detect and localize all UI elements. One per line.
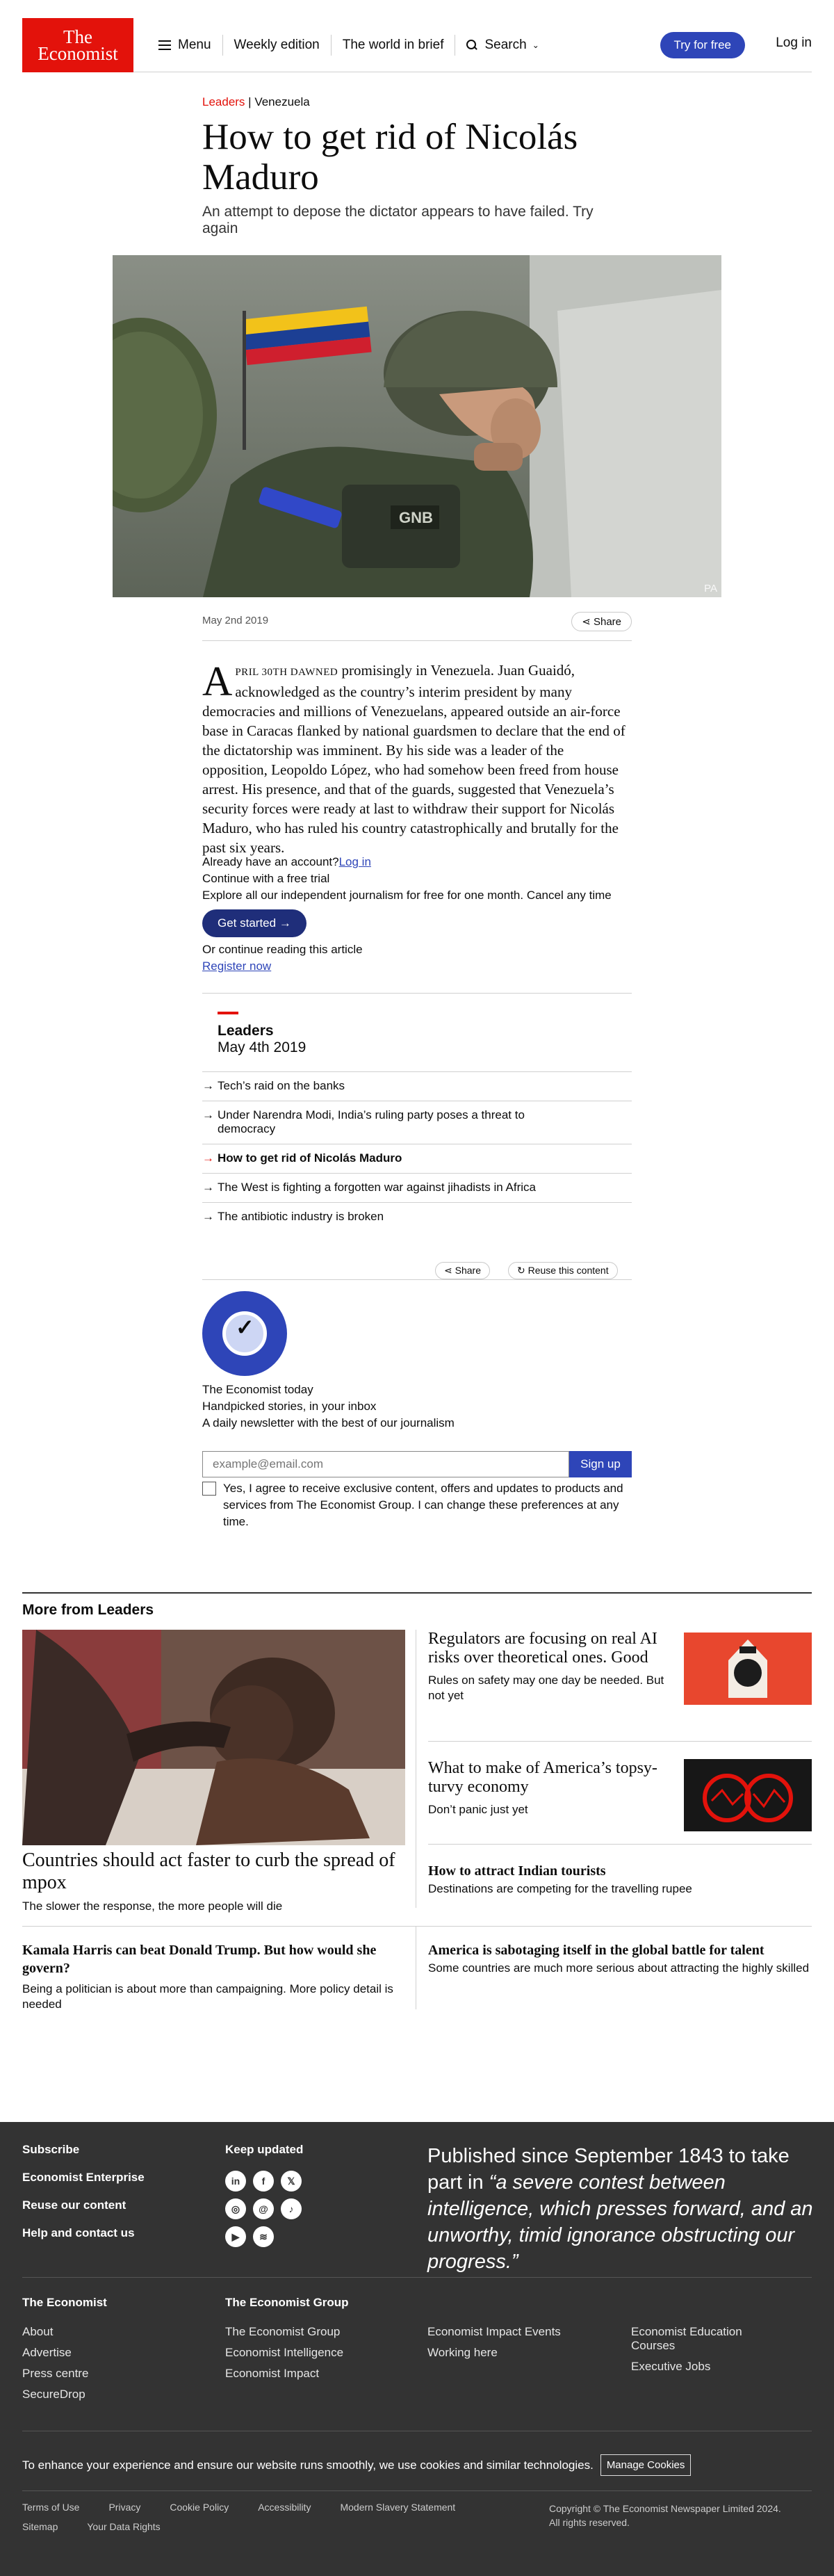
share-button[interactable] [571,612,632,631]
try-for-free-button[interactable]: Try for free [660,32,746,58]
rss-icon[interactable]: ≋ [253,2226,274,2247]
arrow-right-icon: → [202,1151,214,1165]
newsletter-tagline: Handpicked stories, in your inbox [202,1400,377,1413]
quote-text: “a severe contest between intelligence, which presses forward, and an unworthy, timid ignorance obstructing our progress.” [427,2171,813,2273]
edition-item[interactable] [202,1101,632,1144]
newsletter-description: A daily newsletter with the best of our journalism [202,1416,455,1429]
bottom-story-title[interactable]: Kamala Harris can beat Donald Trump. But how would she govern? [22,1943,377,1976]
group-links-3 [631,2325,770,2381]
search-button[interactable] [455,35,550,56]
economist-intelligence-link[interactable]: Economist Intelligence [225,2346,344,2359]
press-centre-link[interactable]: Press centre [22,2367,89,2380]
site-footer [0,2122,834,2576]
about-link[interactable]: About [22,2325,54,2338]
newsletter-form [202,1451,632,1477]
hero-image [113,255,721,597]
search-label: Search [484,38,527,52]
economist-group-link[interactable]: The Economist Group [225,2325,341,2338]
privacy-link[interactable]: Privacy [108,2502,141,2513]
edition-item-title: Tech’s raid on the banks [218,1079,345,1092]
securedrop-link[interactable]: SecureDrop [22,2388,85,2401]
nav-weekly-edition[interactable]: Weekly edition [223,35,332,56]
linkedin-icon[interactable]: in [225,2171,246,2192]
newsletter-name: The Economist today [202,1383,313,1396]
share-button-bottom[interactable] [435,1262,490,1279]
cookie-text: To enhance your experience and ensure our website runs smoothly, we use cookies and similar technologies. [22,2458,594,2472]
arrow-right-icon: → [279,916,291,930]
edition-item[interactable] [202,1173,632,1202]
arrow-right-icon: → [202,1181,214,1194]
divider [428,1741,812,1742]
footer-enterprise-link[interactable]: Economist Enterprise [22,2171,145,2184]
more-heading: More from Leaders [22,1602,154,1618]
headline: How to get rid of Nicolás Maduro [202,117,578,197]
youtube-icon[interactable]: ▶ [225,2226,246,2247]
accessibility-link[interactable]: Accessibility [258,2502,311,2513]
impact-events-link[interactable]: Economist Impact Events [427,2325,561,2338]
x-icon[interactable]: 𝕏 [281,2171,302,2192]
cookie-policy-link[interactable]: Cookie Policy [170,2502,229,2513]
side-story-title[interactable]: What to make of America’s topsy-turvy economy [428,1759,657,1796]
bottom-story-subtitle: Some countries are much more serious about attracting the highly skilled [428,1961,810,1975]
binoculars-illustration [684,1759,812,1831]
threads-icon[interactable]: @ [253,2198,274,2219]
side-story-subtitle: Rules on safety may one day be needed. But not yet [428,1674,664,1702]
main-nav [147,18,550,72]
group-links [225,2296,349,2388]
article-body [202,658,632,857]
edition-item-title: The West is fighting a forgotten war against jihadists in Africa [218,1181,536,1194]
chevron-down-icon: ⌄ [532,40,539,50]
dropcap: A [202,658,233,704]
get-started-label: Get started [218,916,277,930]
economist-impact-link[interactable]: Economist Impact [225,2367,320,2380]
paywall-login-link[interactable]: Log in [338,855,371,868]
side-story-title[interactable]: How to attract Indian tourists [428,1863,606,1879]
executive-jobs-link[interactable]: Executive Jobs [631,2360,711,2373]
footer-reuse-link[interactable]: Reuse our content [22,2198,126,2212]
email-input[interactable] [202,1451,569,1477]
edition-item[interactable] [202,1202,632,1231]
social-row [225,2171,303,2192]
reuse-icon: ↻ [517,1265,528,1276]
soldier-photo [113,255,721,597]
quote-lead: Published since September 1843 to take part in [427,2145,790,2194]
newsletter-signup [202,1291,632,1530]
ai-thumbnail[interactable] [684,1633,812,1705]
share-label: Share [593,616,621,628]
founding-quote [427,2143,817,2275]
edition-date: May 4th 2019 [218,1039,306,1055]
cookie-notice [22,2454,691,2476]
social-row [225,2226,303,2247]
edition-item-title: How to get rid of Nicolás Maduro [218,1151,402,1165]
share-icon: ⋖ [444,1265,455,1276]
tiktok-icon[interactable]: ♪ [281,2198,302,2219]
paywall [202,854,632,975]
side-story-title[interactable]: Regulators are focusing on real AI risks over theoretical ones. Good [428,1630,657,1667]
ai-illustration [684,1633,812,1705]
bottom-story [428,1941,812,1976]
reuse-label: Reuse this content [528,1265,609,1276]
trial-description: Explore all our independent journalism for free for one month. Cancel any time [202,889,612,902]
login-link[interactable]: Log in [776,35,812,50]
consent-text: Yes, I agree to receive exclusive content, offers and updates to products and services from The Economist Group. I can change these preferences at any time. [223,1482,623,1528]
keep-updated-heading: Keep updated [225,2143,304,2156]
advertise-link[interactable]: Advertise [22,2346,72,2359]
svg-text:GNB: GNB [399,509,433,526]
footer-divider [22,2277,812,2278]
bottom-story [22,1941,405,2012]
consent-checkbox[interactable] [202,1482,216,1496]
edition-item-title: The antibiotic industry is broken [218,1210,384,1223]
economist-logo[interactable] [22,18,133,72]
edition-box [202,993,632,1231]
economy-thumbnail[interactable] [684,1759,812,1831]
subsection-link[interactable]: Venezuela [254,95,310,108]
social-row [225,2198,303,2219]
working-here-link[interactable]: Working here [427,2346,498,2359]
arrow-right-icon: → [202,1079,214,1092]
edition-item[interactable] [202,1071,632,1101]
smallcaps-lead: PRIL 30TH DAWNED [235,667,338,678]
body-paragraph: promisingly in Venezuela. Juan Guaidó, acknowledged as the country’s interim president by many democracies and millions of Venezuelans, appeared outside an air-force base in Caracas flanked by national guardsmen to declare that the end of the dictatorship was imminent. By his side was a leader of the opposition, Leopoldo López, who had somehow been freed from house arrest. His presence, and that of the guards, suggested that Venezuela’s security forces were ready at last to withdraw their support for Nicolás Maduro, who has ruled his country catastrophically and brutally for the past six years. [202,662,626,856]
arrow-right-icon: → [202,1210,214,1223]
logo-text: The Economist [38,26,118,64]
terms-link[interactable]: Terms of Use [22,2502,80,2513]
more-from-leaders [22,1592,812,2011]
side-story [428,1862,812,1897]
reuse-content-button[interactable] [508,1262,618,1279]
edition-title: Leaders [218,1023,274,1039]
footer-subscribe-link[interactable]: Subscribe [22,2143,80,2156]
footer-help-link[interactable]: Help and contact us [22,2226,135,2239]
featured-subtitle: The slower the response, the more people will die [22,1899,283,1913]
copyright [549,2502,781,2529]
side-story [428,1759,812,1817]
divider [428,1844,812,1845]
keep-updated [225,2143,303,2254]
newsletter-logo-icon [202,1291,287,1376]
article-meta [202,612,632,641]
or-continue-text: Or continue reading this article [202,943,363,956]
edition-list [202,1071,632,1231]
modern-slavery-link[interactable]: Modern Slavery Statement [340,2502,456,2513]
featured-title[interactable]: Countries should act faster to curb the spread of mpox [22,1849,395,1893]
facebook-icon[interactable]: f [253,2171,274,2192]
copyright-line: Copyright © The Economist Newspaper Limited 2024. [549,2503,781,2514]
menu-label: Menu [178,38,211,52]
group-links-2 [427,2325,561,2367]
register-link[interactable]: Register now [202,959,272,973]
education-courses-link[interactable]: Economist Education Courses [631,2325,742,2352]
get-started-button[interactable] [202,909,306,937]
rubric: Leaders | Venezuela [202,95,310,108]
economist-links [22,2296,107,2408]
have-account-text: Already have an account? [202,855,339,868]
consent-row [202,1480,632,1530]
featured-image[interactable] [22,1630,405,1845]
side-story-subtitle: Don’t panic just yet [428,1803,528,1816]
bottom-story-title[interactable]: America is sabotaging itself in the global battle for talent [428,1943,764,1958]
copyright-line: All rights reserved. [549,2517,630,2528]
divider [22,1926,812,1927]
instagram-icon[interactable]: ◎ [225,2198,246,2219]
mpox-photo [22,1630,405,1845]
group-heading: The Economist Group [225,2296,349,2309]
share-label: Share [455,1265,481,1276]
side-story-subtitle: Destinations are competing for the travelling rupee [428,1882,692,1895]
footer-primary-links [22,2143,145,2254]
image-credit: PA [704,583,717,594]
edition-item-current[interactable] [202,1144,632,1173]
red-accent-bar [218,1012,238,1014]
section-link[interactable]: Leaders [202,95,245,108]
signup-button[interactable]: Sign up [569,1451,632,1477]
hamburger-icon [158,40,171,50]
menu-button[interactable] [147,35,223,56]
economist-heading: The Economist [22,2296,107,2309]
publish-date: May 2nd 2019 [202,615,269,626]
side-story [428,1630,812,1703]
nav-world-in-brief[interactable]: The world in brief [332,35,456,56]
site-header [0,0,834,90]
share-icon: ⋖ [582,616,594,628]
arrow-right-icon: → [202,1108,214,1121]
search-icon [466,40,477,51]
sitemap-link[interactable]: Sitemap [22,2521,58,2532]
account-line [202,854,632,870]
data-rights-link[interactable]: Your Data Rights [87,2521,161,2532]
manage-cookies-button[interactable]: Manage Cookies [600,2454,692,2476]
legal-links [22,2502,812,2532]
standfirst: An attempt to depose the dictator appears to have failed. Try again [202,204,594,236]
share-actions [202,1262,632,1280]
bottom-story-subtitle: Being a politician is about more than campaigning. More policy detail is needed [22,1982,393,2011]
trial-heading: Continue with a free trial [202,872,330,885]
edition-item-title: Under Narendra Modi, India’s ruling party poses a threat to democracy [218,1108,525,1135]
footer-divider [22,2490,812,2491]
header-bar [22,18,812,72]
